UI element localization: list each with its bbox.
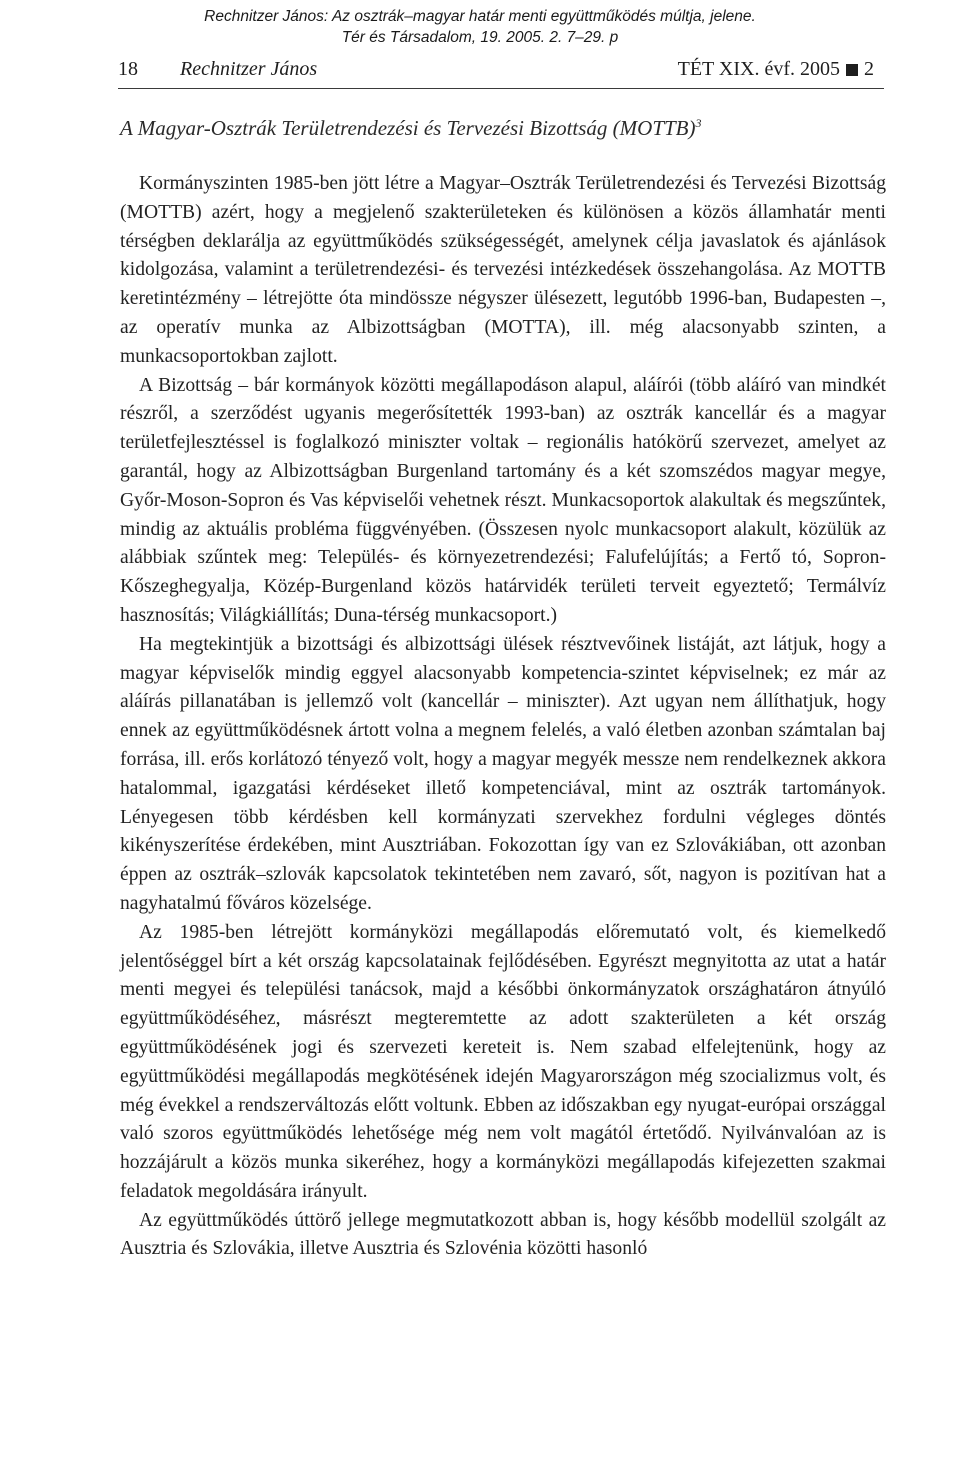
section-heading: [120, 116, 702, 141]
running-head-author: Rechnitzer János: [180, 58, 318, 80]
issue-number: 2: [864, 58, 874, 80]
header-rule: [118, 88, 884, 89]
paragraph: Kormányszinten 1985-ben jött létre a Magyar–Osztrák Területrendezési és Tervezési Bizottság (MOTTB) azért, hogy a megjelenő szakterületeken és különösen a közös államhatár menti térségben deklarálja az együttműködés szükségességét, amelynek célja javaslatok és ajánlások kidolgozása, valamint a területrendezési- és tervezési intézkedések összehangolása. Az MOTTB keretintézmény – létrejötte óta mindössze négyszer ülésezett, legutóbb 1996-ban, Budapesten –, az operatív munka az Albizottságban (MOTTA), ill. még alacsonyabb szinten, a munkacsoportokban zajlott.: [120, 173, 886, 367]
paragraph: A Bizottság – bár kormányok közötti megállapodáson alapul, aláírói (több aláíró van mindkét részről, a szerződést ugyanis megerősítették 1993-ban) az osztrák kancellár és a magyar területfejlesztéssel is foglalkozó miniszter voltak – regionális hatókörű szervezet, amelyet az garantál, hogy az Albizottságban Burgenland tartomány és a két szomszédos magyar megye, Győr-Moson-Sopron és Vas képviselői vehetnek részt. Munkacsoportok alakultak és megszűntek, mindig az aktuális probléma függvényében. (Összesen nyolc munkacsoport alakult, közülük az alábbiak szűntek meg: Település- és környezetrendezési; Falufelújítás; a Fertő tó, Sopron-Kőszeghegyalja, Közép-Burgenland közös határvidék területi terveit egyeztető; Termálvíz hasznosítás; Világkiállítás; Duna-térség munkacsoport.): [120, 374, 886, 626]
page-number: 18: [118, 58, 138, 80]
citation-line-2: Tér és Társadalom, 19. 2005. 2. 7–29. p: [341, 29, 619, 46]
square-icon: [846, 64, 858, 76]
footnote-reference: 3: [695, 116, 702, 130]
section-heading-text: A Magyar-Osztrák Területrendezési és Tervezési Bizottság (MOTTB): [120, 116, 696, 140]
citation-line-1: Rechnitzer János: Az osztrák–magyar határ menti együttműködés múltja, jelene.: [204, 8, 756, 25]
running-head: [118, 58, 874, 84]
citation-header: [0, 6, 960, 48]
running-head-journal: [678, 58, 874, 81]
paragraph: Az 1985-ben létrejött kormányközi megállapodás előremutató volt, és kiemelkedő jelentőséggel bírt a két ország kapcsolatainak fejlődésében. Egyrészt megnyitotta az utat a határ menti megyei és települési tanácsok, majd a későbbi önkormányzatok országhatáron átnyúló együttműködéséhez, másrészt megteremtette az adott szakterületen a két ország együttműködésének jogi és szervezeti kereteit is. Nem szabad elfelejtenünk, hogy az együttműködési megállapodás megkötésének idején Magyarországon még szocializmus volt, és még évekkel a rendszerváltozás előtt voltunk. Ebben az időszakban egy nyugat-európai országgal való szoros együttműködés lehetősége még nem volt magától értetődő. Nyilvánvalóan az is hozzájárult a közös munka sikeréhez, hogy a kormányközi megállapodás kifejezetten szakmai feladatok megoldására irányult.: [120, 921, 886, 1202]
paragraph: Az együttműködés úttörő jellege megmutatkozott abban is, hogy később modellül szolgált az Ausztria és Szlovákia, illetve Ausztria és Szlovénia közötti hasonló: [120, 1209, 886, 1260]
journal-volume: TÉT XIX. évf. 2005: [677, 58, 840, 80]
paragraph: Ha megtekintjük a bizottsági és albizottsági ülések résztvevőinek listáját, azt látjuk, hogy a magyar képviselők mindig eggyel alacsonyabb kompetencia-szintet képviselnek; ez már az aláírás pillanatában is jellemző volt (kancellár – miniszter). Azt ugyan nem állíthatjuk, hogy ennek az együttműködésnek ártott volna a megnem felelés, a való életben azonban számtalan baj forrása, ill. erős korlátozó tényező volt, hogy a magyar megyék messze nem rendelkeznek akkora hatalommal, igazgatási kérdéseket illető kompetenciával, mint az osztrák tartományok. Lényegesen több kérdésben kell kormányzati szervekhez fordulni végleges döntés kikényszerítése érdekében, mint Ausztriában. Fokozottan így van ez Szlovákiában, ott azonban éppen az osztrák–szlovák kapcsolatok tekintetében nem zavaró, sőt, nagyon is pozitívan hat a nagyhatalmú főváros közelsége.: [120, 633, 886, 914]
body-text: [120, 170, 886, 1264]
